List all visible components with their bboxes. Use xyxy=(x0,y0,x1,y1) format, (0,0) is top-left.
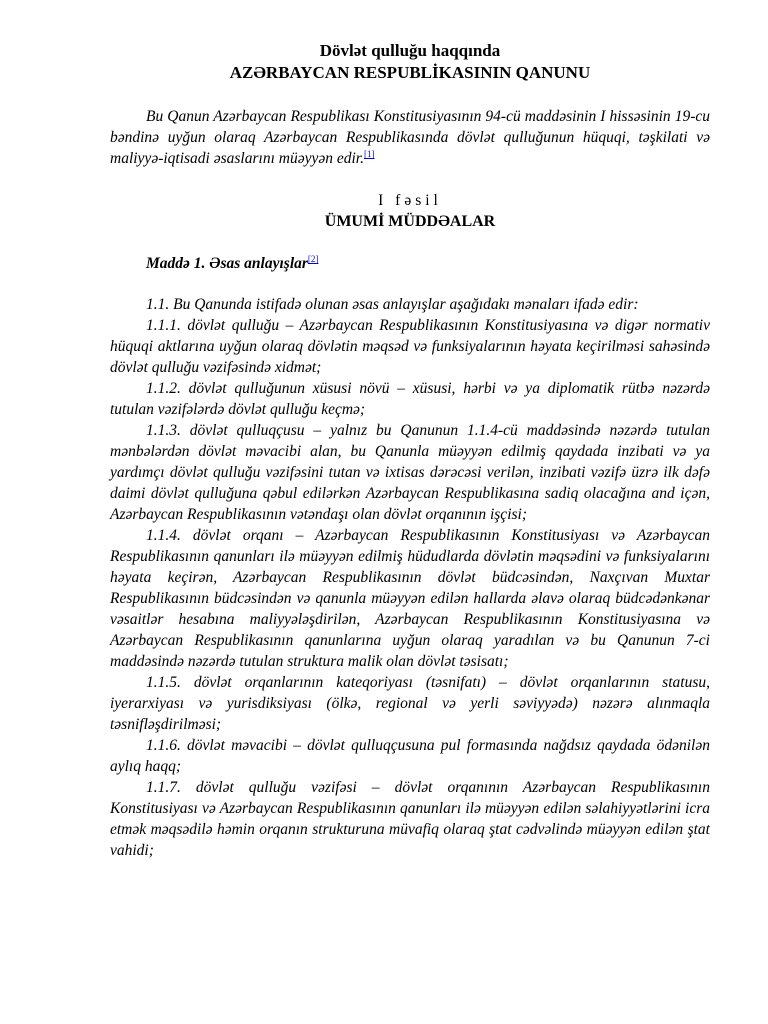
paragraph-1-1-6: 1.1.6. dövlət məvacibi – dövlət qulluqçusuna pul formasında nağdsız qaydada ödənilən aylıq haqq; xyxy=(110,737,710,775)
paragraph-1-1-7: 1.1.7. dövlət qulluğu vəzifəsi – dövlət orqanının Azərbaycan Respublikasının Konstitusiyası və Azərbaycan Respublikasının qanunları ilə müəyyən edilən səlahiyyətlərini icra etmək məqsədilə həmin orqanın strukturuna müvafiq olaraq ştat cədvəlində müəyyən edilən ştat vahidi; xyxy=(110,779,710,859)
article-heading xyxy=(110,253,710,274)
paragraph-1-1-4: 1.1.4. dövlət orqanı – Azərbaycan Respublikasının Konstitusiyası və Azərbaycan Respublikasının qanunları ilə müəyyən edilmiş hüdudlarda dövlətin məqsədini və funksiyalarını həyata keçirən, Azərbaycan Respublikasının dövlət büdcəsindən, Naxçıvan Muxtar Respublikasının büdcəsindən və qanunla müəyyən edilən hallarda əlavə olaraq büdcədənkənar vəsaitlər hesabına maliyyələşdirilən, Azərbaycan Respublikasının Konstitusiyasına və Azərbaycan Respublikasının qanunlarına uyğun olaraq yaradılan və bu Qanunun 7-ci maddəsində nəzərdə tutulan struktura malik olan dövlət təsisatı; xyxy=(110,527,710,670)
article-title: Maddə 1. Əsas anlayışlar xyxy=(146,255,308,272)
paragraph-1-1-5: 1.1.5. dövlət orqanlarının kateqoriyası (təsnifatı) – dövlət orqanlarının statusu, iyerarxiyası və yurisdiksiyası (ölkə, regional və yerli səviyyədə) nəzərə alınmaqla təsnifləşdirilməsi; xyxy=(110,674,710,733)
document-page xyxy=(110,40,710,861)
footnote-link-2[interactable]: [2] xyxy=(307,254,319,264)
paragraph-1-1: 1.1. Bu Qanunda istifadə olunan əsas anlayışlar aşağıdakı mənaları ifadə edir: xyxy=(146,296,639,313)
chapter-number: I fəsil xyxy=(378,192,442,209)
law-title-line1: Dövlət qulluğu haqqında xyxy=(319,41,501,60)
preamble xyxy=(110,106,710,169)
preamble-text: Bu Qanun Azərbaycan Respublikası Konstitusiyasının 94-cü maddəsinin I hissəsinin 19-cu bəndinə uyğun olaraq Azərbaycan Respublikasında dövlət qulluğunun hüquqi, təşkilati və maliyyə-iqtisadi əsaslarını müəyyən edir. xyxy=(110,108,710,167)
paragraph-1-1-1: 1.1.1. dövlət qulluğu – Azərbaycan Respublikasının Konstitusiyasına və digər normativ hüquqi aktlarına uyğun olaraq dövlətin məqsəd və funksiyalarının həyata keçirilməsi sahəsində dövlət qulluğu vəzifəsində xidmət; xyxy=(110,317,710,376)
chapter-title: ÜMUMİ MÜDDƏALAR xyxy=(324,213,496,230)
paragraph-1-1-2: 1.1.2. dövlət qulluğunun xüsusi növü – xüsusi, hərbi və ya diplomatik rütbə nəzərdə tutulan vəzifələrdə dövlət qulluğu keçmə; xyxy=(110,380,710,418)
law-title-line2: AZƏRBAYCAN RESPUBLİKASININ QANUNU xyxy=(229,63,591,82)
paragraph-1-1-3: 1.1.3. dövlət qulluqçusu – yalnız bu Qanunun 1.1.4-cü maddəsində nəzərdə tutulan mənbələrdən dövlət məvacibi alan, bu Qanunla müəyyən edilmiş qaydada inzibati və ya yardımçı dövlət qulluğu vəzifəsini tutan və ixtisas dərəcəsi verilən, inzibati vəzifə üzrə ilk dəfə daimi dövlət qulluğuna qəbul edilərkən Azərbaycan Respublikasına sadiq olacağına and içən, Azərbaycan Respublikasının vətəndaşı olan dövlət orqanının işçisi; xyxy=(110,422,710,523)
footnote-link-1[interactable]: [1] xyxy=(363,149,375,159)
